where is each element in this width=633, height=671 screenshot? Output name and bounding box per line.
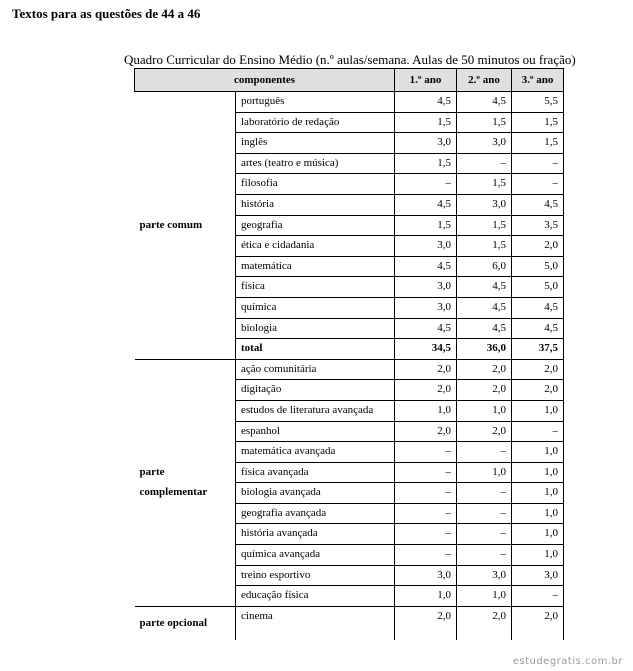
table-header-row bbox=[135, 69, 564, 92]
value-ano-3: – bbox=[512, 586, 564, 607]
component-name: estudos de literatura avançada bbox=[236, 400, 395, 421]
value-ano-2: – bbox=[457, 524, 512, 545]
value-ano-2: – bbox=[457, 503, 512, 524]
section-label: parte opcional bbox=[135, 606, 236, 640]
value-ano-2: 1,5 bbox=[457, 236, 512, 257]
value-ano-2: 2,0 bbox=[457, 359, 512, 380]
component-name: espanhol bbox=[236, 421, 395, 442]
value-ano-1: – bbox=[395, 545, 457, 566]
value-ano-1: 2,0 bbox=[395, 421, 457, 442]
value-ano-1: 4,5 bbox=[395, 92, 457, 113]
component-name: ética e cidadania bbox=[236, 236, 395, 257]
value-ano-1: – bbox=[395, 503, 457, 524]
value-ano-2: 3,0 bbox=[457, 133, 512, 154]
value-ano-3: 1,0 bbox=[512, 524, 564, 545]
table-row bbox=[135, 359, 564, 380]
header-ano-3: 3.º ano bbox=[512, 69, 564, 92]
value-ano-3: 1,0 bbox=[512, 503, 564, 524]
value-ano-2: – bbox=[457, 545, 512, 566]
value-ano-1: 3,0 bbox=[395, 133, 457, 154]
value-ano-2: 36,0 bbox=[457, 339, 512, 360]
component-name: digitação bbox=[236, 380, 395, 401]
component-name: laboratório de redação bbox=[236, 112, 395, 133]
empty-cell bbox=[395, 626, 457, 640]
value-ano-1: 2,0 bbox=[395, 359, 457, 380]
component-name: física avançada bbox=[236, 462, 395, 483]
value-ano-1: 1,5 bbox=[395, 153, 457, 174]
value-ano-3: 4,5 bbox=[512, 318, 564, 339]
section-label: parte complementar bbox=[135, 359, 236, 606]
value-ano-1: – bbox=[395, 442, 457, 463]
value-ano-2: 4,5 bbox=[457, 318, 512, 339]
value-ano-2: 6,0 bbox=[457, 256, 512, 277]
value-ano-2: 1,0 bbox=[457, 586, 512, 607]
value-ano-1: 3,0 bbox=[395, 236, 457, 257]
table-row bbox=[135, 92, 564, 113]
value-ano-2: 4,5 bbox=[457, 92, 512, 113]
component-name: inglês bbox=[236, 133, 395, 154]
component-name: cinema bbox=[236, 606, 395, 626]
value-ano-3: 2,0 bbox=[512, 606, 564, 626]
value-ano-3: – bbox=[512, 153, 564, 174]
component-name: matemática bbox=[236, 256, 395, 277]
component-name: total bbox=[236, 339, 395, 360]
empty-cell bbox=[236, 626, 395, 640]
component-name: biologia avançada bbox=[236, 483, 395, 504]
value-ano-1: 4,5 bbox=[395, 194, 457, 215]
value-ano-3: 3,5 bbox=[512, 215, 564, 236]
component-name: química avançada bbox=[236, 545, 395, 566]
value-ano-2: 1,0 bbox=[457, 400, 512, 421]
header-ano-2: 2.º ano bbox=[457, 69, 512, 92]
value-ano-3: 1,5 bbox=[512, 133, 564, 154]
value-ano-1: 1,5 bbox=[395, 112, 457, 133]
value-ano-3: 4,5 bbox=[512, 297, 564, 318]
value-ano-2: 4,5 bbox=[457, 297, 512, 318]
value-ano-1: 3,0 bbox=[395, 297, 457, 318]
value-ano-1: 4,5 bbox=[395, 318, 457, 339]
value-ano-1: 34,5 bbox=[395, 339, 457, 360]
value-ano-3: 2,0 bbox=[512, 380, 564, 401]
value-ano-1: – bbox=[395, 483, 457, 504]
table-body bbox=[135, 92, 564, 641]
value-ano-1: 3,0 bbox=[395, 277, 457, 298]
value-ano-2: – bbox=[457, 483, 512, 504]
value-ano-2: 4,5 bbox=[457, 277, 512, 298]
value-ano-3: 5,5 bbox=[512, 92, 564, 113]
value-ano-2: 3,0 bbox=[457, 194, 512, 215]
component-name: artes (teatro e música) bbox=[236, 153, 395, 174]
value-ano-1: – bbox=[395, 524, 457, 545]
value-ano-3: 1,0 bbox=[512, 545, 564, 566]
component-name: biologia bbox=[236, 318, 395, 339]
value-ano-3: 2,0 bbox=[512, 359, 564, 380]
value-ano-3: 1,5 bbox=[512, 112, 564, 133]
value-ano-3: 3,0 bbox=[512, 565, 564, 586]
table-row bbox=[135, 606, 564, 626]
value-ano-1: 1,0 bbox=[395, 586, 457, 607]
value-ano-3: 37,5 bbox=[512, 339, 564, 360]
value-ano-3: – bbox=[512, 174, 564, 195]
value-ano-3: 1,0 bbox=[512, 442, 564, 463]
component-name: matemática avançada bbox=[236, 442, 395, 463]
header-ano-1: 1.º ano bbox=[395, 69, 457, 92]
value-ano-1: 2,0 bbox=[395, 380, 457, 401]
value-ano-3: 5,0 bbox=[512, 256, 564, 277]
header-componentes: componentes bbox=[135, 69, 395, 92]
value-ano-3: 1,0 bbox=[512, 462, 564, 483]
empty-cell bbox=[512, 626, 564, 640]
value-ano-1: 4,5 bbox=[395, 256, 457, 277]
page-heading: Textos para as questões de 44 a 46 bbox=[12, 6, 201, 21]
value-ano-3: 2,0 bbox=[512, 236, 564, 257]
value-ano-3: 4,5 bbox=[512, 194, 564, 215]
value-ano-2: 2,0 bbox=[457, 421, 512, 442]
table-caption: Quadro Curricular do Ensino Médio (n.º aulas/semana. Aulas de 50 minutos ou fração) bbox=[124, 52, 576, 67]
value-ano-2: 1,5 bbox=[457, 112, 512, 133]
component-name: química bbox=[236, 297, 395, 318]
component-name: história bbox=[236, 194, 395, 215]
component-name: filosofia bbox=[236, 174, 395, 195]
value-ano-1: – bbox=[395, 174, 457, 195]
value-ano-1: 1,5 bbox=[395, 215, 457, 236]
curriculum-table bbox=[134, 68, 564, 640]
component-name: português bbox=[236, 92, 395, 113]
value-ano-2: 3,0 bbox=[457, 565, 512, 586]
value-ano-2: 2,0 bbox=[457, 606, 512, 626]
component-name: geografia bbox=[236, 215, 395, 236]
value-ano-2: – bbox=[457, 442, 512, 463]
value-ano-2: 1,5 bbox=[457, 215, 512, 236]
component-name: treino esportivo bbox=[236, 565, 395, 586]
value-ano-1: 1,0 bbox=[395, 400, 457, 421]
value-ano-2: 1,0 bbox=[457, 462, 512, 483]
watermark: estudegratis.com.br bbox=[512, 656, 623, 667]
component-name: ação comunitária bbox=[236, 359, 395, 380]
component-name: geografia avançada bbox=[236, 503, 395, 524]
value-ano-2: – bbox=[457, 153, 512, 174]
value-ano-1: 2,0 bbox=[395, 606, 457, 626]
value-ano-3: 1,0 bbox=[512, 400, 564, 421]
value-ano-1: – bbox=[395, 462, 457, 483]
value-ano-3: 5,0 bbox=[512, 277, 564, 298]
component-name: história avançada bbox=[236, 524, 395, 545]
value-ano-1: 3,0 bbox=[395, 565, 457, 586]
value-ano-2: 1,5 bbox=[457, 174, 512, 195]
value-ano-2: 2,0 bbox=[457, 380, 512, 401]
component-name: educação física bbox=[236, 586, 395, 607]
section-label: parte comum bbox=[135, 92, 236, 360]
value-ano-3: – bbox=[512, 421, 564, 442]
empty-cell bbox=[457, 626, 512, 640]
component-name: física bbox=[236, 277, 395, 298]
value-ano-3: 1,0 bbox=[512, 483, 564, 504]
